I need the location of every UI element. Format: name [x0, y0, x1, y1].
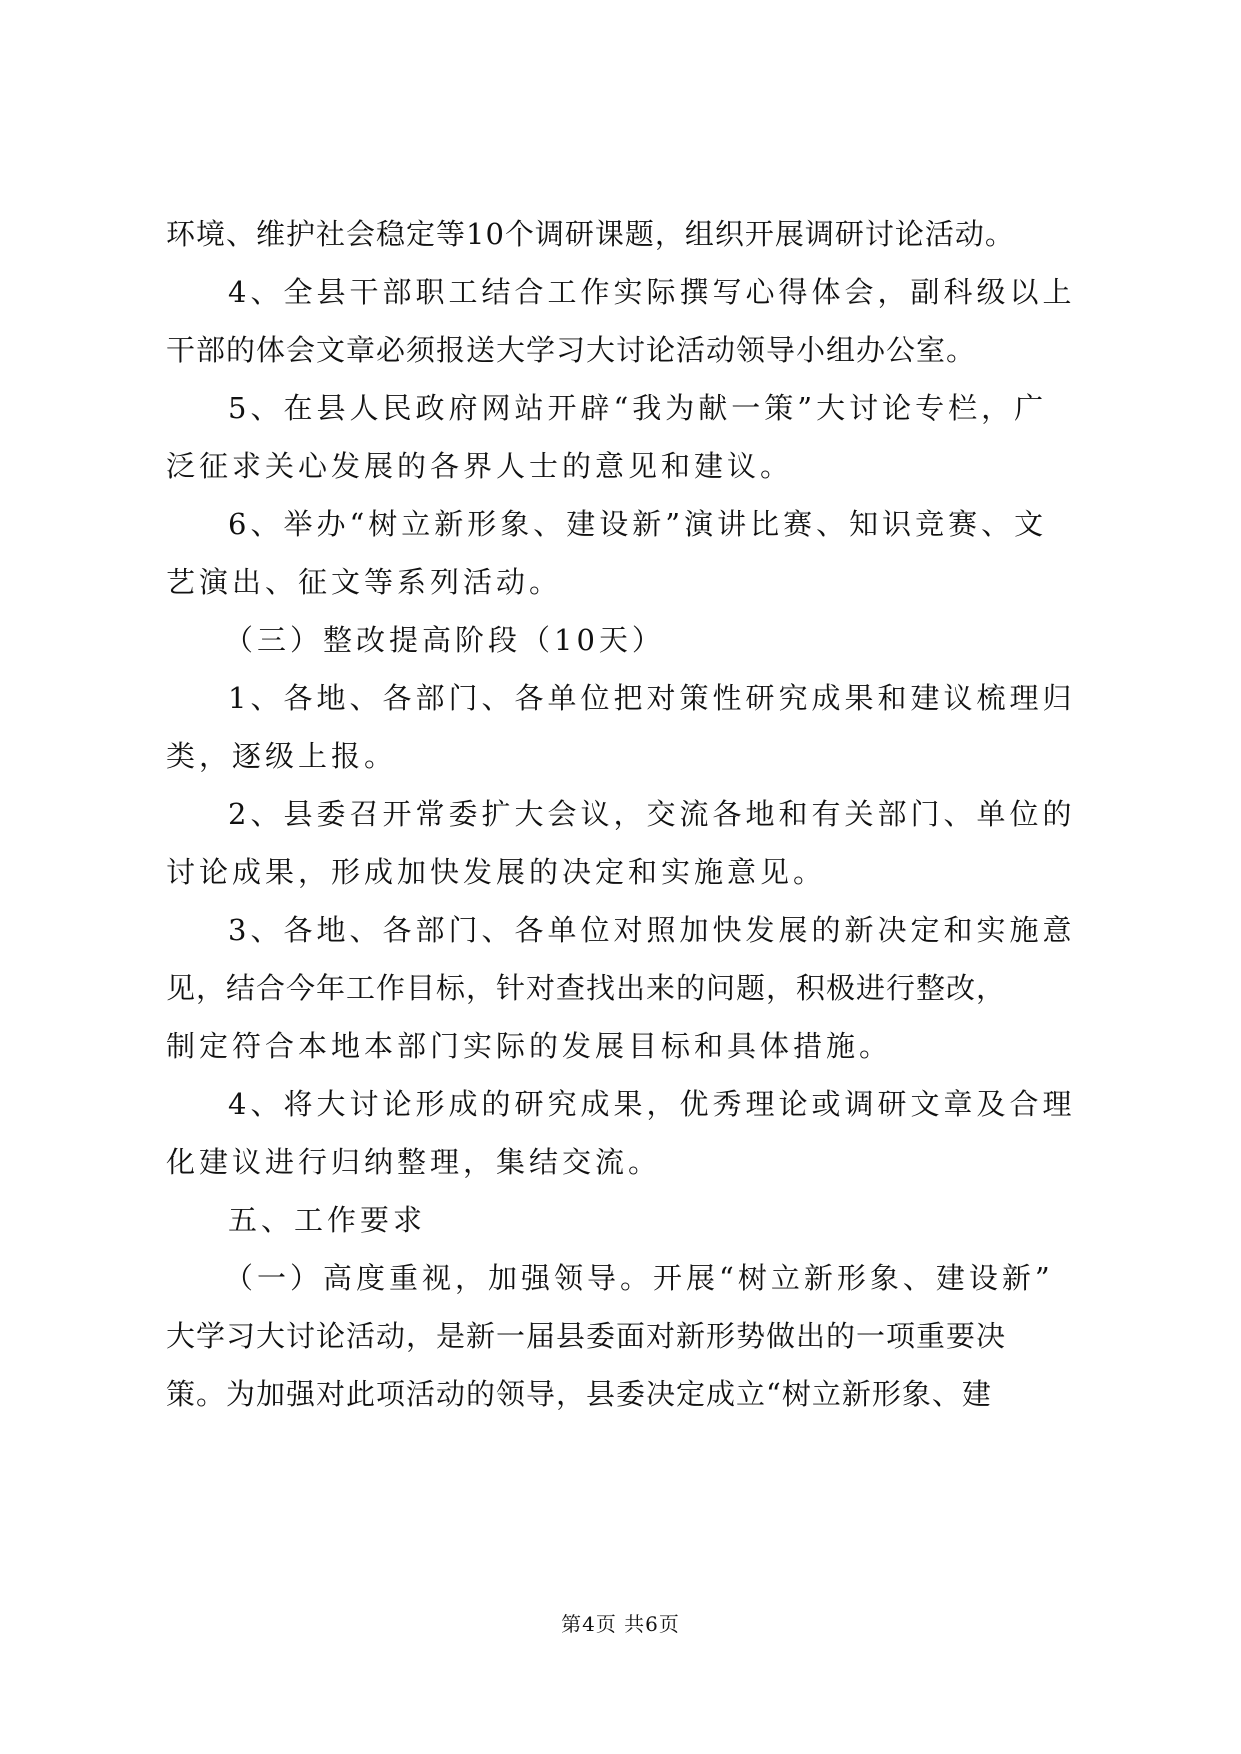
- document-body: [166, 205, 1086, 1423]
- paragraph-line: 6、举办“树立新形象、建设新”演讲比赛、知识竞赛、文: [228, 507, 1048, 541]
- paragraph-line: 艺演出、征文等系列活动。: [166, 565, 563, 599]
- paragraph-line: 泛征求关心发展的各界人士的意见和建议。: [166, 449, 794, 483]
- paragraph-line: 制定符合本地本部门实际的发展目标和具体措施。: [166, 1029, 893, 1063]
- page-number-label: 第4页 共6页: [561, 1612, 680, 1636]
- paragraph-line: 干部的体会文章必须报送大学习大讨论活动领导小组办公室。: [166, 333, 977, 367]
- paragraph-line: 类，逐级上报。: [166, 739, 398, 773]
- paragraph-line: 见，结合今年工作目标，针对查找出来的问题，积极进行整改，: [166, 971, 1007, 1005]
- section-heading: （三）整改提高阶段（10天）: [224, 623, 665, 657]
- paragraph-line: （一）高度重视，加强领导。开展“树立新形象、建设新”: [224, 1261, 1054, 1295]
- paragraph-line: 大学习大讨论活动，是新一届县委面对新形势做出的一项重要决: [166, 1319, 1007, 1353]
- paragraph-line: 讨论成果，形成加快发展的决定和实施意见。: [166, 855, 827, 889]
- paragraph-line: 策。为加强对此项活动的领导，县委决定成立“树立新形象、建: [166, 1377, 992, 1411]
- paragraph-line: 1、各地、各部门、各单位把对策性研究成果和建议梳理归: [228, 681, 1076, 715]
- paragraph-line: 4、将大讨论形成的研究成果，优秀理论或调研文章及合理: [228, 1087, 1076, 1121]
- paragraph-line: 4、全县干部职工结合工作实际撰写心得体会，副科级以上: [228, 275, 1076, 309]
- section-heading: 五、工作要求: [228, 1203, 427, 1237]
- paragraph-line: 环境、维护社会稳定等10个调研课题，组织开展调研讨论活动。: [166, 217, 1015, 251]
- paragraph-line: 化建议进行归纳整理，集结交流。: [166, 1145, 662, 1179]
- paragraph-line: 2、县委召开常委扩大会议，交流各地和有关部门、单位的: [228, 797, 1076, 831]
- paragraph-line: 5、在县人民政府网站开辟“我为献一策”大讨论专栏，广: [228, 391, 1048, 425]
- page-footer: [0, 1608, 1241, 1637]
- paragraph-line: 3、各地、各部门、各单位对照加快发展的新决定和实施意: [228, 913, 1076, 947]
